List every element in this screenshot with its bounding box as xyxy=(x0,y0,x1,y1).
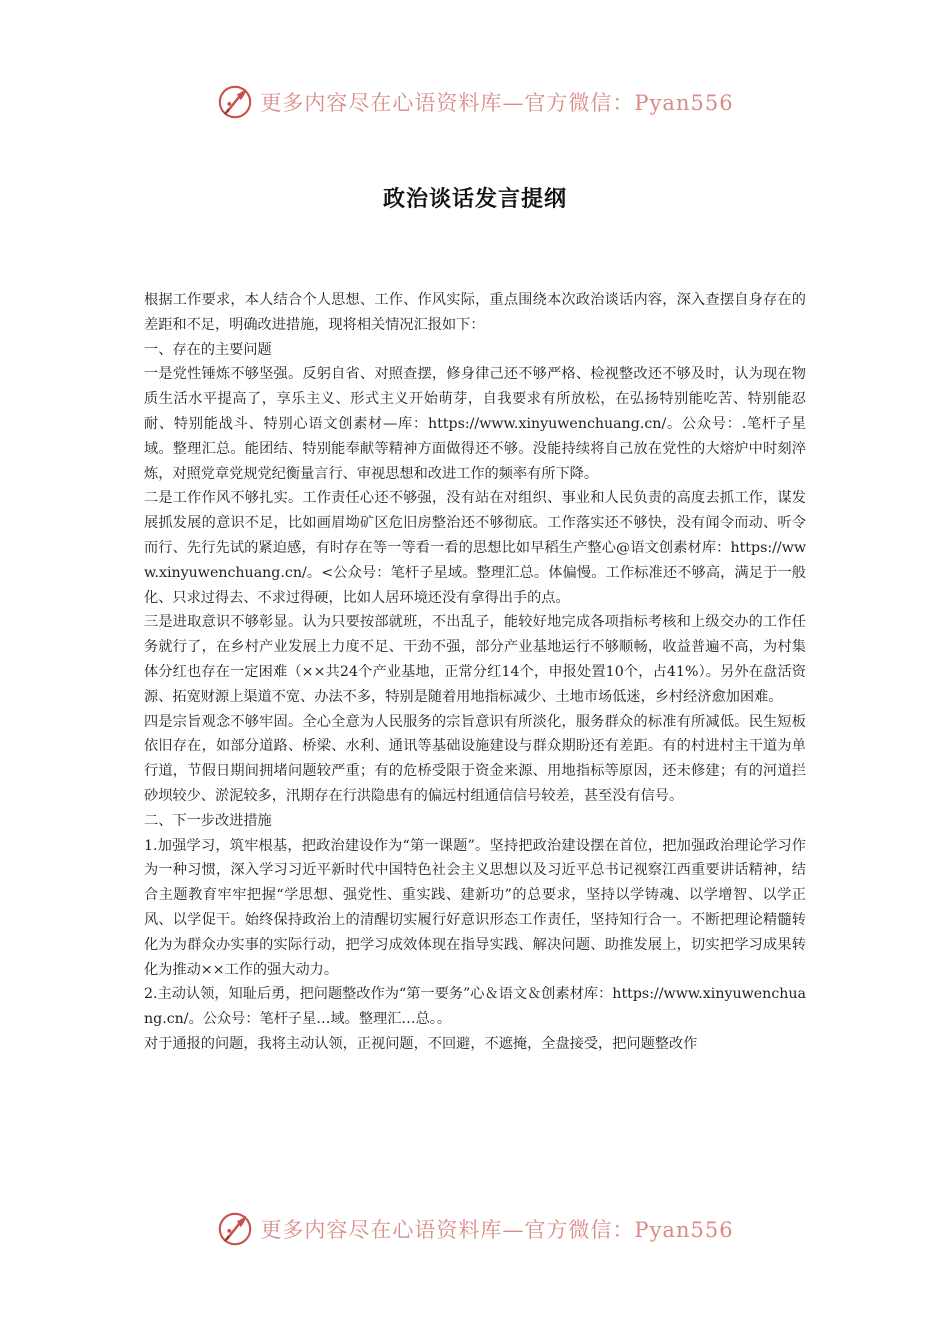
footer-watermark-banner xyxy=(0,1207,950,1251)
problem-paragraph-2: 二是工作作风不够扎实。工作责任心还不够强，没有站在对组织、事业和人民负责的高度去抓工作，谋发展抓发展的意识不足，比如画眉坳矿区危旧房整治还不够彻底。工作落实还不够快，没有闻令而动、听令而行、先行先试的紧迫感，有时存在等一等看一看的思想比如早稻生产整心@语文创素材库：https://www.xinyuwenchuang.cn/。<公众号：笔杆子星域。整理汇总。体偏慢。工作标准还不够高，满足于一般化、只求过得去、不求过得硬，比如人居环境还没有拿得出手的点。 xyxy=(144,490,806,606)
section-heading-measures: 二、下一步改进措施 xyxy=(144,812,272,829)
problem-paragraph-3: 三是进取意识不够彰显。认为只要按部就班，不出乱子，能较好地完成各项指标考核和上级交办的工作任务就行了，在乡村产业发展上力度不足、干劲不强，部分产业基地运行不够顺畅，收益普遍不高，为村集体分红也存在一定困难（××共24个产业基地，正常分红14个，申报处置10个，占41%）。另外在盘活资源、拓宽财源上渠道不宽、办法不多，特别是随着用地指标减少、土地市场低迷，乡村经济愈加困难。 xyxy=(144,614,806,705)
measure-paragraph-1: 1.加强学习，筑牢根基，把政治建设作为“第一课题”。坚持把政治建设摆在首位，把加强政治理论学习作为一种习惯，深入学习习近平新时代中国特色社会主义思想以及习近平总书记视察江西重要讲话精神，结合主题教育牢牢把握“学思想、强党性、重实践、建新功”的总要求，坚持以学铸魂、以学增智、以学正风、以学促干。始终保持政治上的清醒切实履行好意识形态工作责任，坚持知行合一。不断把理论精髓转化为为群众办实事的实际行动，把学习成效体现在指导实践、解决问题、助推发展上，切实把学习成果转化为推动××工作的强大动力。 xyxy=(144,837,806,978)
problem-paragraph-1: 一是党性锤炼不够坚强。反躬自省、对照查摆，修身律己还不够严格、检视整改还不够及时，认为现在物质生活水平提高了，享乐主义、形式主义开始萌芽，自我要求有所放松，在弘扬特别能吃苦、特别能忍耐、特别能战斗、特别心语文创素材—库：https://www.xinyuwenchuang.cn/。公众号：.笔杆子星域。整理汇总。能团结、特别能奉献等精神方面做得还不够。没能持续将自己放在党性的大熔炉中时刻淬炼，对照党章党规党纪衡量言行、审视思想和改进工作的频率有所下降。 xyxy=(144,366,806,482)
problem-paragraph-4: 四是宗旨观念不够牢固。全心全意为人民服务的宗旨意识有所淡化，服务群众的标准有所减低。民生短板依旧存在，如部分道路、桥梁、水利、通讯等基础设施建设与群众期盼还有差距。有的村进村主干道为单行道，节假日期间拥堵问题较严重；有的危桥受限于资金来源、用地指标等原因，还未修建；有的河道拦砂坝较少、淤泥较多，汛期存在行洪隐患有的偏远村组通信信号较差，甚至没有信号。 xyxy=(144,713,806,804)
header-watermark-banner xyxy=(0,80,950,124)
quill-logo-icon xyxy=(216,83,254,121)
document-body xyxy=(144,288,806,1057)
banner-text: 更多内容尽在心语资料库—官方微信：Pyan556 xyxy=(260,1218,734,1242)
section-heading-problems: 一、存在的主要问题 xyxy=(144,341,272,358)
intro-paragraph: 根据工作要求，本人结合个人思想、工作、作风实际，重点围绕本次政治谈话内容，深入查摆自身存在的差距和不足，明确改进措施，现将相关情况汇报如下： xyxy=(144,292,806,333)
measure-paragraph-2-continued: 对于通报的问题，我将主动认领，正视问题，不回避，不遮掩，全盘接受，把问题整改作 xyxy=(144,1035,698,1052)
document-title: 政治谈话发言提纲 xyxy=(382,187,567,212)
banner-text: 更多内容尽在心语资料库—官方微信：Pyan556 xyxy=(260,91,734,115)
measure-paragraph-2: 2.主动认领，知耻后勇，把问题整改作为“第一要务”心＆语文＆创素材库：https://www.xinyuwenchuang.cn/。公众号：笔杆子星…域。整理汇…总。。 xyxy=(144,986,806,1028)
quill-logo-icon xyxy=(216,1210,254,1248)
